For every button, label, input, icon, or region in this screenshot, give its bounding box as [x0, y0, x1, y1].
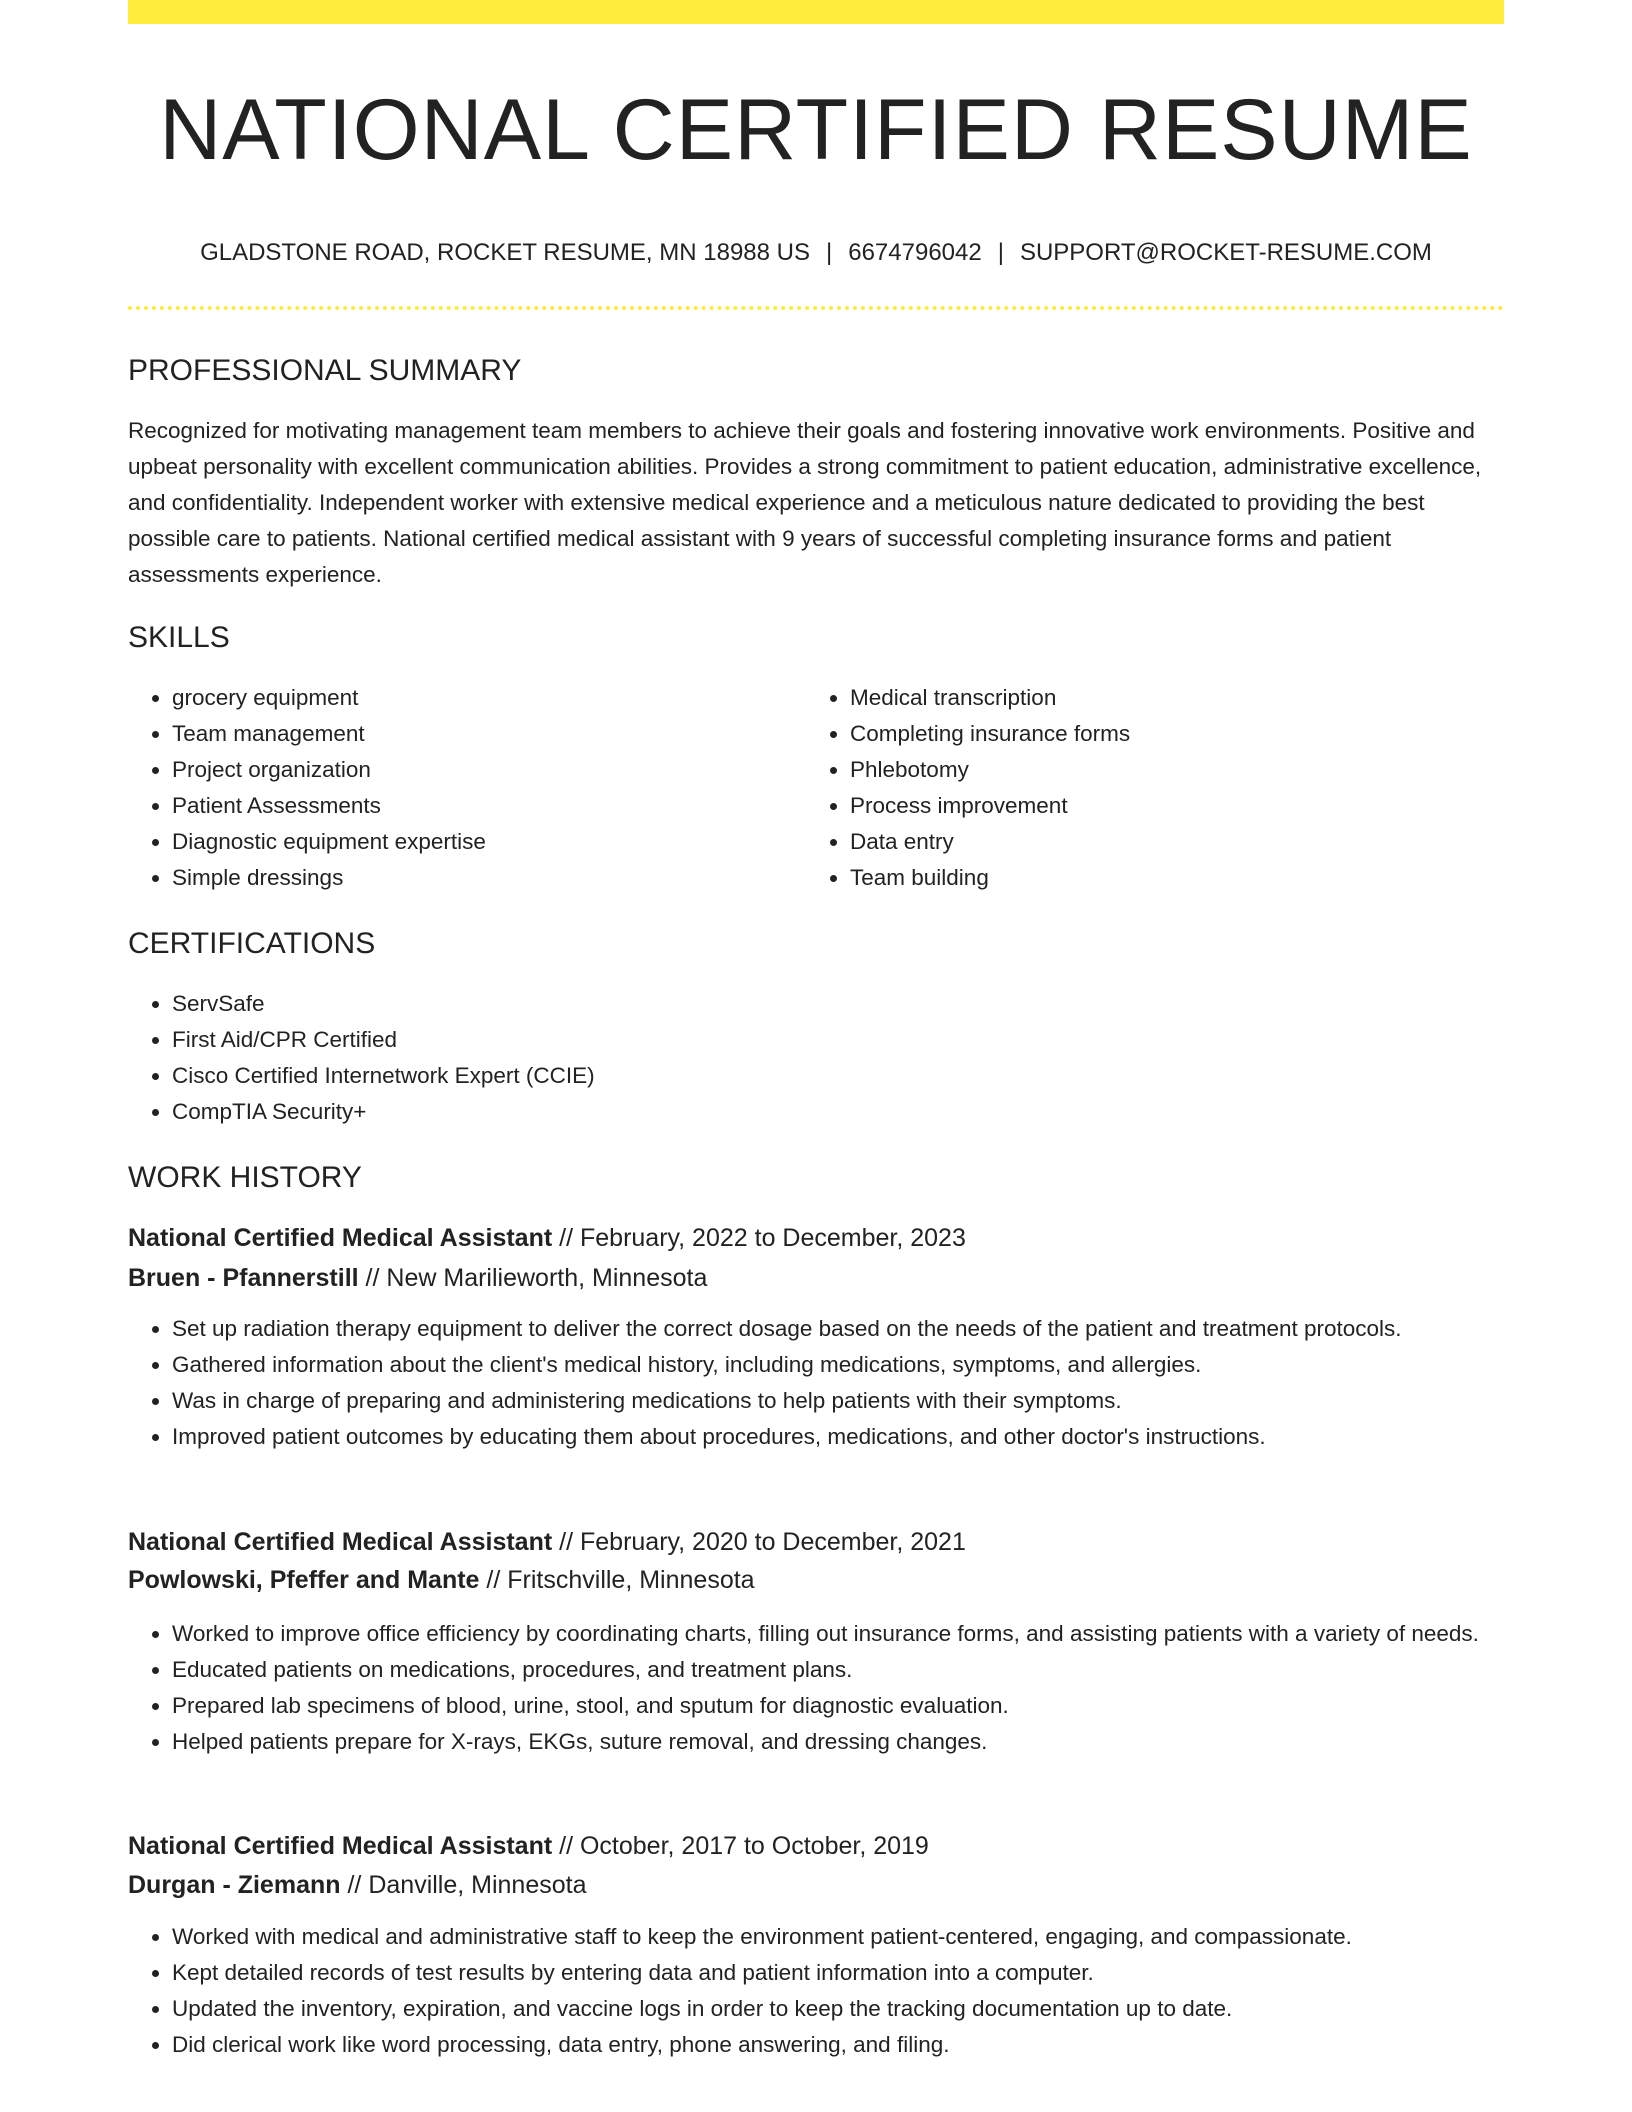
- skill-item: • Data entry: [850, 824, 1450, 860]
- accent-bar: [128, 0, 1504, 24]
- job-role: National Certified Medical Assistant: [128, 1224, 553, 1252]
- job-location: Fritschville, Minnesota: [507, 1566, 755, 1594]
- job-separator: //: [559, 1528, 574, 1556]
- skill-item: • Simple dressings: [172, 860, 772, 896]
- skill-item: • Team management: [172, 716, 772, 752]
- job-bullet: • Gathered information about the client's medical history, including medications, symptoms, and allergies.: [172, 1347, 1532, 1383]
- job-role: National Certified Medical Assistant: [128, 1528, 553, 1556]
- job-role-line: [128, 1524, 1504, 1560]
- job-separator: //: [559, 1832, 574, 1860]
- job-bullet: • Prepared lab specimens of blood, urine, stool, and sputum for diagnostic evaluation.: [172, 1688, 1532, 1724]
- job-bullet: • Improved patient outcomes by educating them about procedures, medications, and other doctor's instructions.: [172, 1419, 1532, 1455]
- skills-list-left: [128, 680, 772, 896]
- summary-title: PROFESSIONAL SUMMARY: [128, 354, 522, 387]
- job-separator: //: [347, 1871, 362, 1899]
- job-bullets: [128, 1616, 1532, 1760]
- job-company-line: [128, 1562, 1504, 1598]
- skill-item: • Diagnostic equipment expertise: [172, 824, 772, 860]
- certifications-title: CERTIFICATIONS: [128, 927, 376, 960]
- job-bullet: • Worked with medical and administrative staff to keep the environment patient-centered, engaging, and compassionate.: [172, 1919, 1548, 1955]
- contact-phone: 6674796042: [848, 239, 982, 266]
- job-bullet: • Worked to improve office efficiency by coordinating charts, filling out insurance forms, and assisting patients with a variety of needs.: [172, 1616, 1532, 1652]
- job-location: New Marilieworth, Minnesota: [386, 1264, 708, 1292]
- job-bullet: • Kept detailed records of test results by entering data and patient information into a computer.: [172, 1955, 1548, 1991]
- job-bullet: • Updated the inventory, expiration, and vaccine logs in order to keep the tracking documentation up to date.: [172, 1991, 1548, 2027]
- certification-item: • First Aid/CPR Certified: [172, 1022, 1472, 1058]
- skill-item: • Process improvement: [850, 788, 1450, 824]
- contact-separator: |: [826, 239, 833, 266]
- dotted-divider: [128, 306, 1504, 310]
- skill-item: • grocery equipment: [172, 680, 772, 716]
- work-history-title: WORK HISTORY: [128, 1161, 362, 1194]
- contact-separator: |: [997, 239, 1004, 266]
- skill-item: • Phlebotomy: [850, 752, 1450, 788]
- skill-item: • Team building: [850, 860, 1450, 896]
- job-bullet: • Was in charge of preparing and administering medications to help patients with their symptoms.: [172, 1383, 1532, 1419]
- skills-list-right: [806, 680, 1450, 896]
- contact-line: [128, 238, 1504, 268]
- job-company-line: [128, 1867, 1504, 1903]
- job-separator: //: [486, 1566, 501, 1594]
- resume-name: NATIONAL CERTIFIED RESUME: [159, 82, 1473, 178]
- skill-item: • Project organization: [172, 752, 772, 788]
- certification-item: • CompTIA Security+: [172, 1094, 1472, 1130]
- skill-item: • Medical transcription: [850, 680, 1450, 716]
- job-bullet: • Educated patients on medications, procedures, and treatment plans.: [172, 1652, 1532, 1688]
- job-separator: //: [559, 1224, 574, 1252]
- job-company: Bruen - Pfannerstill: [128, 1264, 359, 1292]
- job-bullets: [128, 1311, 1532, 1455]
- job-company: Powlowski, Pfeffer and Mante: [128, 1566, 480, 1594]
- job-dates: October, 2017 to October, 2019: [579, 1832, 929, 1860]
- job-bullet: • Helped patients prepare for X-rays, EKGs, suture removal, and dressing changes.: [172, 1724, 1532, 1760]
- job-bullet: • Set up radiation therapy equipment to deliver the correct dosage based on the needs of the patient and treatment protocols.: [172, 1311, 1532, 1347]
- certifications-list: [128, 986, 1472, 1130]
- job-bullets: [128, 1919, 1548, 2063]
- job-dates: February, 2020 to December, 2021: [579, 1528, 966, 1556]
- job-dates: February, 2022 to December, 2023: [579, 1224, 966, 1252]
- job-company: Durgan - Ziemann: [128, 1871, 341, 1899]
- job-separator: //: [365, 1264, 380, 1292]
- skills-title: SKILLS: [128, 621, 230, 654]
- job-company-line: [128, 1260, 1504, 1296]
- certification-item: • ServSafe: [172, 986, 1472, 1022]
- skill-item: • Patient Assessments: [172, 788, 772, 824]
- contact-email: SUPPORT@ROCKET-RESUME.COM: [1019, 239, 1432, 266]
- job-role-line: [128, 1220, 1504, 1256]
- contact-address: GLADSTONE ROAD, ROCKET RESUME, MN 18988 US: [200, 239, 810, 266]
- summary-text: Recognized for motivating management team members to achieve their goals and fostering innovative work environments. Positive and upbeat personality with excellent communication abilities. Provides a strong commitment to patient education, administrative excellence, and confidentiality. Independent worker with extensive medical experience and a meticulous nature dedicated to providing the best possible care to patients. National certified medical assistant with 9 years of successful completing insurance forms and patient assessments experience.: [128, 418, 1482, 587]
- skill-item: • Completing insurance forms: [850, 716, 1450, 752]
- job-bullet: • Did clerical work like word processing, data entry, phone answering, and filing.: [172, 2027, 1548, 2063]
- job-role-line: [128, 1828, 1504, 1864]
- job-role: National Certified Medical Assistant: [128, 1832, 553, 1860]
- certification-item: • Cisco Certified Internetwork Expert (CCIE): [172, 1058, 1472, 1094]
- job-location: Danville, Minnesota: [368, 1871, 587, 1899]
